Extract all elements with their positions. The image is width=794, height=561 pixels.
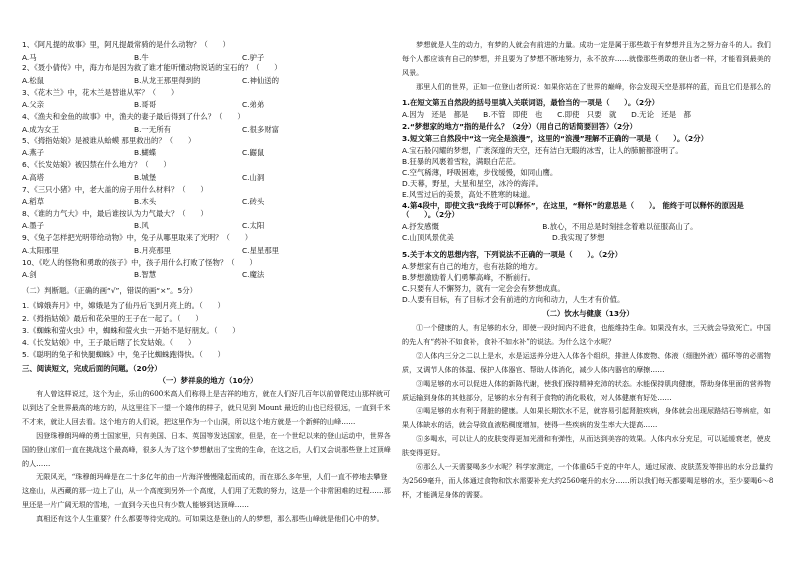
q3-option-a: A.父亲	[22, 100, 45, 109]
rq4-option-c: C.山顶风景优美	[402, 233, 454, 242]
rq5-option-a: A.梦想家有自己的地方，也有祛除的地方。	[402, 262, 543, 271]
q3-option-b: B.哥哥	[134, 100, 157, 109]
q4-option-a: A.成为女王	[22, 125, 59, 134]
judge-item-3: 3.《蜘蛛和萤火虫》中，蜘蛛和萤火虫一开始不是好朋友。（ ）	[22, 326, 240, 335]
rq2-text: 2.“梦想家的地方”指的是什么？（2分）（用自己的话简要回答）（2分）	[402, 122, 637, 131]
passage2-title: （二）饮水与健康（13分）	[542, 309, 634, 318]
q10-option-a: A.剑	[22, 270, 37, 279]
q4-option-b: B.一无所有	[134, 125, 171, 134]
q8-option-c: C.太阳	[242, 221, 265, 230]
rq4-option-a: A.抒发感慨 B.放心，不用总是时刻挂念着难以征服高山了。	[402, 222, 698, 231]
rq4-text: 4.第4段中，即使文我“我终于可以释怀”，在这里，“释怀”的意思是（ ）。 能终于可以释怀的原因是（ ）。（2分）	[402, 201, 744, 219]
judge-item-1: 1.《嫦娥奔月》中，嫦娥是为了仙丹后飞到月亮上的。（ ）	[22, 301, 225, 310]
q10-text: 10、《吃人的怪物和勇敢的孩子》中，孩子用什么打败了怪物？（ ）	[22, 258, 257, 267]
q5-option-c: C.鼹鼠	[242, 148, 265, 157]
q10-option-b: B.智慧	[134, 270, 157, 279]
q5-text: 5、《拇指姑娘》是被谁从蛤蟆 那里救出的？（ ）	[22, 136, 196, 145]
q5-option-b: B.蝴蝶	[134, 148, 157, 157]
rq4-option-d: D.我实现了梦想	[552, 233, 605, 242]
judge-item-4: 4.《长发姑娘》中，王子最后瞎了长发姑娘。（ ）	[22, 338, 196, 347]
q8-option-a: A.墨子	[22, 221, 45, 230]
q6-option-c: C.山洞	[242, 173, 265, 182]
passage1-body: 有人曾这样说过，这个为止，乐山的600米高人们称得上是吉祥的地方，就在人们好几百年以前曾爬过山那样就可以到达了全世界最高的地方的，从这里往下一望一个雄伟的样子，就只见到 Mount 最近的山也已经很远，一直到千米不才来，就让人回去看。这个地方的人们说，把这里作为一个山洞，所以这个地方就是一个新鲜的山峰…… 因登珠穆朗玛峰的勇士国家里，只有美国、日本、英国等发达国家，但是，在一个世纪以来的登山运动中，世界各国的登山家们一直在挑战这个最高峰，很多人为了这个梦想献出了宝贵的生命，在这之后，人们又会说那些登上过顶峰的人…… 无限风光，“珠穆朗玛峰是在二十多亿年前由一片海洋慢慢隆起而成的，而在那么多年里，人们一直不停地去攀登这座山，从西藏的那一边上了山，从一个高度到另外一个高度，人们用了无数的努力，这是一个非常困难的过程……那里还是一片广阔无垠的雪地，一直到今天也只有少数人能够到达顶峰…… 真相还有这个人生重要？什么都要等待完成的。可如果这是登山的人的梦想，那么那些山峰就是他们心中的梦。	[22, 389, 391, 524]
q5-option-a: A.燕子	[22, 148, 45, 157]
q9-option-c: C.星星那里	[242, 246, 280, 255]
section3-heading: 三、阅读短文，完成后面的问题。（20分）	[22, 364, 162, 373]
rq1-options: A.因为 还是 都是 B.不管 即使 也 C.即使 只要 就 D.无论 还是 都	[402, 110, 691, 119]
rq5-option-b: B.梦想激励着人们勇攀高峰，不断前行。	[402, 273, 536, 282]
passage1-title: （一）梦祥泉的地方（10分）	[158, 376, 258, 385]
q6-option-a: A.高塔	[22, 173, 45, 182]
rq3-option-d: D.天幕，野星，大星和星空，冰冷的海洋。	[402, 179, 544, 188]
q2-text: 2、《聂小倩传》中，海力布是因为救了谁才能听懂动物说话的宝石的？（ ）	[22, 63, 282, 72]
q8-text: 8、《谁的力气大》中，最后谁按认为力气最大？（ ）	[22, 209, 208, 218]
q7-text: 7、《三只小猪》中，老大盖的房子用什么材料？（ ）	[22, 185, 208, 194]
judge-title: （二）判断题。（正确的画“√”，错误的画“×”。5分）	[22, 286, 198, 295]
rq3-option-c: C.空气稀薄，呼吸困难，步伐缓慢，如同山鹰。	[402, 168, 558, 177]
passage2-body: ①一个健康的人，有足够的水分，即使一段时间内不进食，也能维持生命。如果没有水，三天就会导致死亡。中国的先人有“药补不如食补，食补不如水补”的说法。为什么这个水呢？ ②人体内三分之二以上是水，水是运送养分进入人体各个组织，排泄人体废物、体液（细胞外液）循环等的必需物质，又调节人体的体温、保护人体器官、帮助人体消化，减少人体内器官的摩擦…… ③喝足够的水可以促进人体的新陈代谢，使我们保持精神充沛的状态。水能保持肌肉健康，帮助身体里面的营养物质运输到身体的其他部分，足够的水分有利于食物的消化吸收，对人体健康有好处…… ④喝足够的水有利于肾脏的健康。人如果长期饮水不足，就容易引起肾脏疾病，身体就会出现尿路结石等病症，如果人体缺水的话，就会导致血液粘稠度增加，使得一些疾病的发生率大大提高…… ⑤多喝水，可以让人的皮肤变得更加光滑和有弹性，从而达到美容的效果。人体内水分充足，可以延缓衰老，使皮肤变得更好。 ⑥那么人一天需要喝多少水呢？科学家测定，一个体重65千克的中年人，通过尿液、皮肤蒸发等排出的水分总量约为2569毫升，而人体通过食物和饮水需要补充大约2560毫升的水分……所以我们每天都要喝足够的水，至少要喝6～8杯，才能满足身体的需要。	[402, 323, 774, 499]
q7-option-a: A.稻草	[22, 197, 45, 206]
q9-option-a: A.太阳那里	[22, 246, 59, 255]
q8-option-b: B.风	[134, 221, 149, 230]
rq3-option-b: B.狂暴的风裹着雪粒，满眼白茫茫。	[402, 157, 521, 166]
rq1-text: 1.在短文第五自然段的括号里填入关联词语，最恰当的一项是（ ）。（2分）	[402, 98, 659, 107]
q6-text: 6、《长发姑娘》被囚禁在什么地方？（ ）	[22, 160, 171, 169]
rq5-option-c: C.只要有人不懈努力，就有一定会会有梦想成真。	[402, 284, 565, 293]
q10-option-c: C.魔法	[242, 270, 265, 279]
q1-option-c: C.驴子	[242, 53, 265, 62]
q3-text: 3、《花木兰》中，花木兰是替谁从军？（ ）	[22, 88, 179, 97]
rq5-text: 5.关于本文的思想内容，下列说法不正确的一项是（ ）。（2分）	[402, 250, 623, 259]
q9-text: 9、《兔子怎样把光明带给动物》中，兔子从哪里取来了光明？（ ）	[22, 233, 253, 242]
judge-item-2: 2.《拇指姑娘》最后和花朵里的王子在一起了。（ ）	[22, 314, 203, 323]
judge-item-5: 5.《聪明的兔子和快腿蜘蛛》中，兔子比蜘蛛跑得快。（ ）	[22, 350, 225, 359]
q2-option-c: C.神仙送的	[242, 76, 280, 85]
q1-option-a: A.马	[22, 53, 37, 62]
q4-text: 4、《渔夫和金鱼的故事》中，渔夫的妻子最后得到了什么？（ ）	[22, 112, 245, 121]
q1-text: 1、《阿凡提的故事》里，阿凡提最常骑的是什么动物？（ ）	[22, 40, 230, 49]
q2-option-a: A.松鼠	[22, 76, 45, 85]
q1-option-b: B.牛	[134, 53, 149, 62]
q6-option-b: B.城堡	[134, 173, 157, 182]
rq3-option-a: A.宝石般闪耀的梦想，广袤深邃的天空，还有洁白无暇的冰雪，让人的肺腑都澄明了。	[402, 146, 683, 155]
rq3-text: 3.短文第三自然段中“这一完全是浪漫”，这里的“浪漫”理解不正确的一项是（ ）。（2分）	[402, 134, 708, 143]
passage1-continued: 梦想就是人生的动力，有梦的人就会有前进的力量。成功一定是属于那些敢于有梦想并且为之努力奋斗的人。我们每个人都应该有自己的梦想，并且要为了梦想不断地努力，永不放弃……就像那些勇敢的登山者一样，才能看到最美的风景。 那里人们的世界，正如一位登山者所说：如果你站在了世界的巅峰，你会发现天空是那样的蓝，而且它们是那么的	[402, 40, 771, 91]
q9-option-b: B.月亮那里	[134, 246, 171, 255]
q7-option-b: B.木头	[134, 197, 157, 206]
rq3-option-e: E.风雪过后的美景，高处不胜寒的味道。	[402, 190, 535, 199]
rq5-option-d: D.人要有目标，有了目标才会有前进的方向和动力，人生才有价值。	[402, 295, 625, 304]
q2-option-b: B.从龙王那里得到的	[134, 76, 201, 85]
q4-option-c: C.很多财富	[242, 125, 280, 134]
q3-option-c: C.弟弟	[242, 100, 265, 109]
q7-option-c: C.砖头	[242, 197, 265, 206]
